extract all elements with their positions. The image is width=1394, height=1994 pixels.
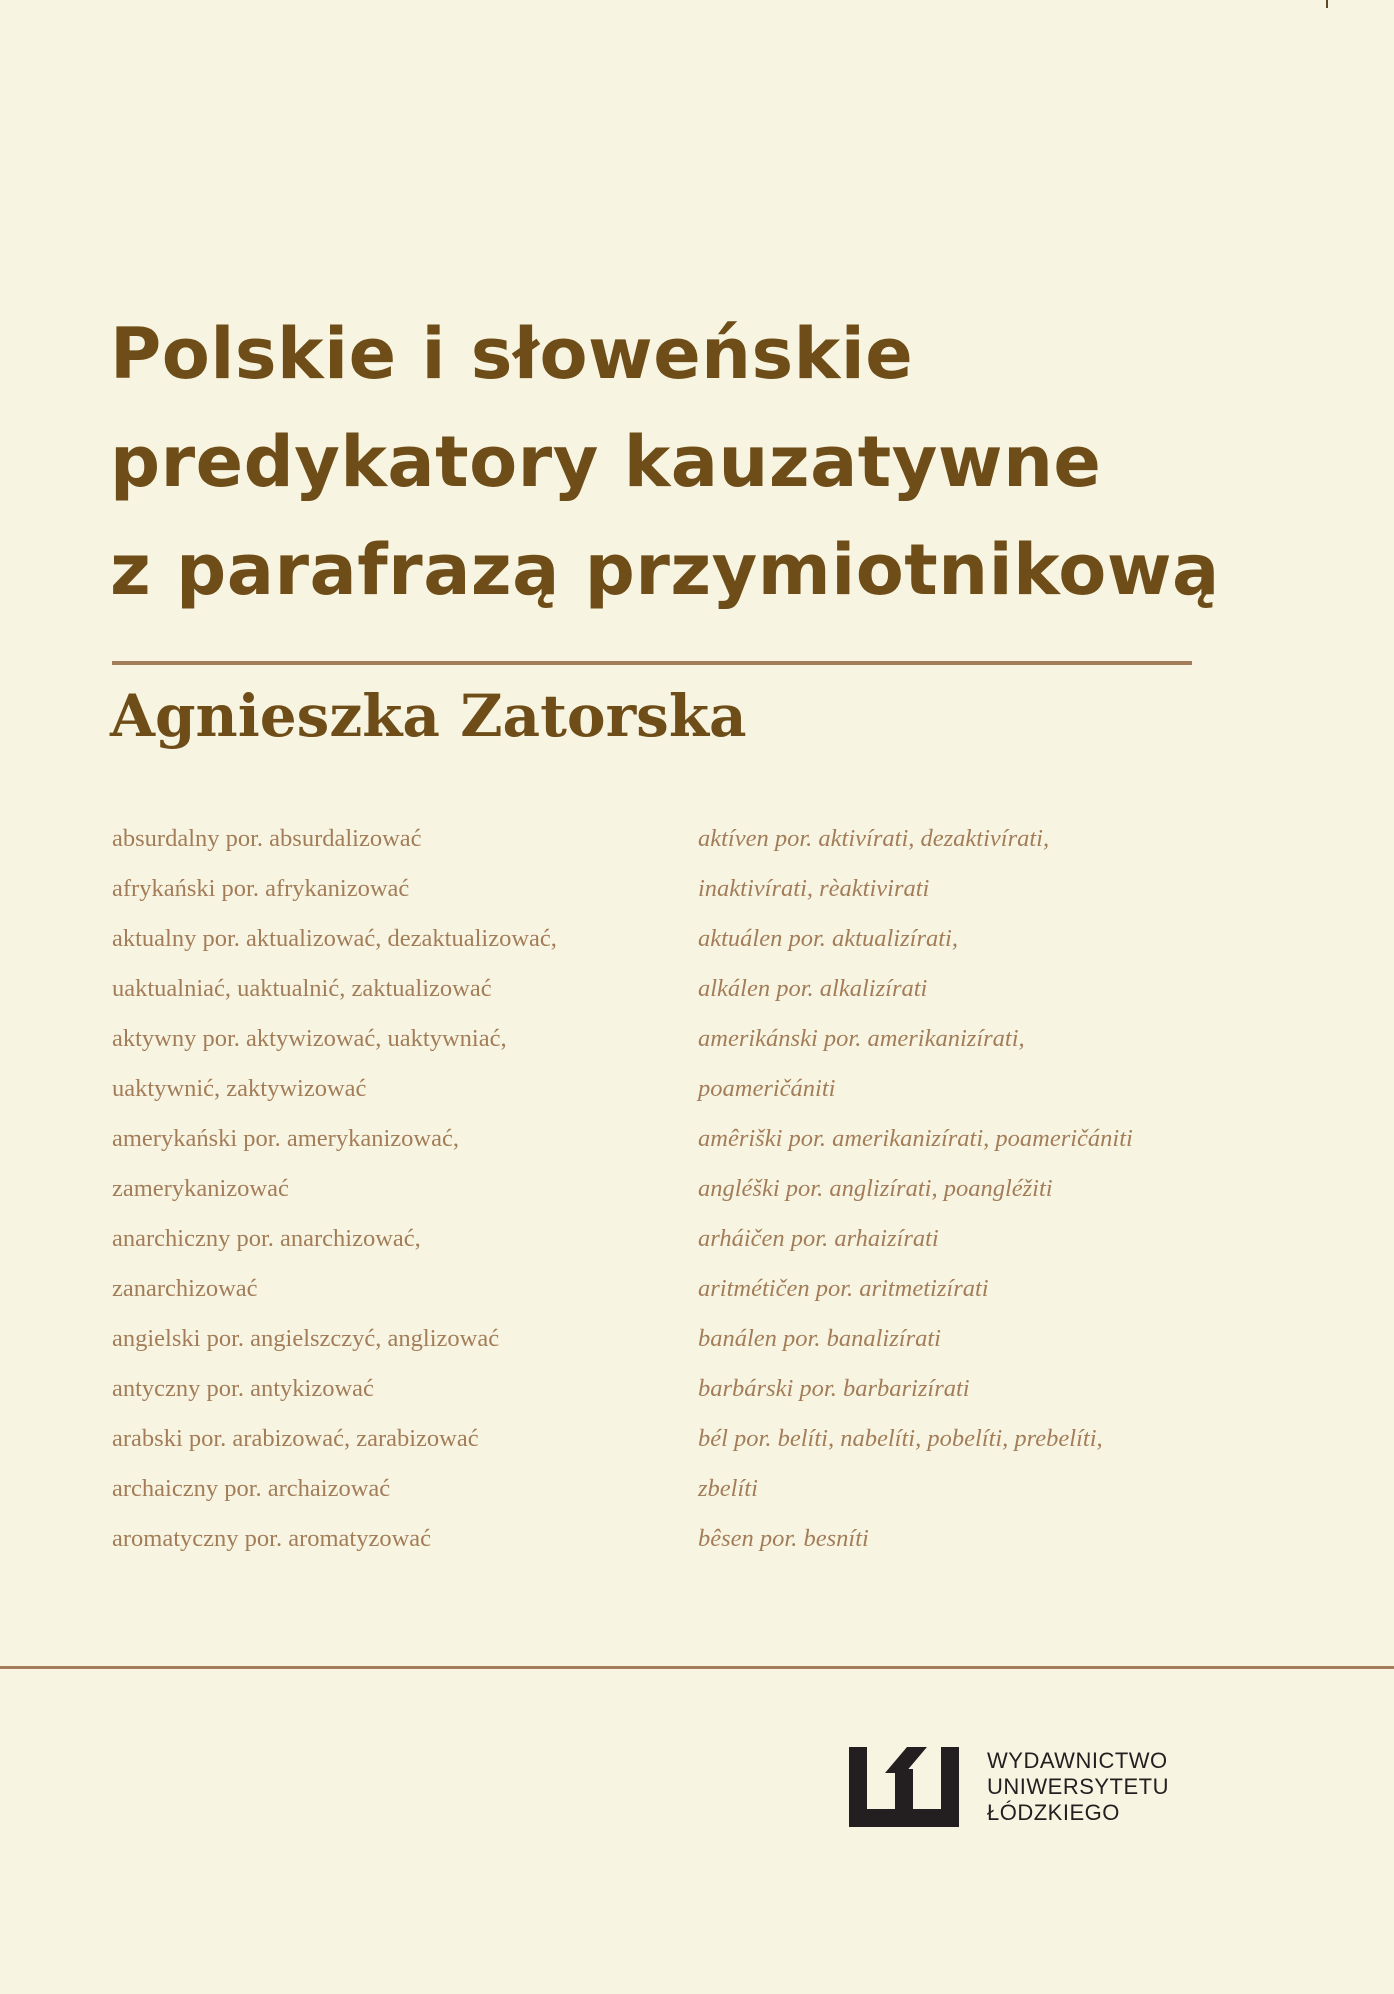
slovene-entry: amerikánski por. amerikanizírati,: [698, 1025, 1025, 1052]
slovene-entry: amêriški por. amerikanizírati, poameričániti: [698, 1125, 1133, 1152]
publisher-name: [987, 1748, 1169, 1826]
publisher-name-line-2: UNIWERSYTETU: [987, 1774, 1169, 1799]
publisher-name-line-1: WYDAWNICTWO: [987, 1748, 1168, 1773]
polish-entry: antyczny por. antykizować: [112, 1375, 374, 1402]
crop-mark: [1326, 0, 1328, 8]
polish-entry: anarchiczny por. anarchizować,: [112, 1225, 421, 1252]
title-line-3: z parafrazą przymiotnikową: [110, 529, 1220, 611]
slovene-entry: inaktivírati, rèaktivirati: [698, 875, 930, 902]
polish-entry: arabski por. arabizować, zarabizować: [112, 1425, 479, 1452]
slovene-entry: alkálen por. alkalizírati: [698, 975, 928, 1002]
polish-entry: aromatyczny por. aromatyzować: [112, 1525, 432, 1552]
slovene-entry: barbárski por. barbarizírati: [698, 1375, 970, 1402]
polish-entries-column: [112, 814, 672, 1564]
polish-entry: angielski por. angielszczyć, anglizować: [112, 1325, 500, 1352]
title-line-1: Polskie i słoweńskie: [110, 313, 914, 395]
polish-entry: zanarchizować: [112, 1275, 258, 1302]
author-name: Agnieszka Zatorska: [110, 682, 747, 750]
polish-entry: aktywny por. aktywizować, uaktywniać,: [112, 1025, 507, 1052]
polish-entry: archaiczny por. archaizować: [112, 1475, 391, 1502]
polish-entry: zamerykanizować: [112, 1175, 289, 1202]
slovene-entry: aktuálen por. aktualizírati,: [698, 925, 958, 952]
slovene-entry: bél por. belíti, nabelíti, pobelíti, prebelíti,: [698, 1425, 1103, 1452]
polish-entry: afrykański por. afrykanizować: [112, 875, 410, 902]
slovene-entry: aritmétičen por. aritmetizírati: [698, 1275, 989, 1302]
polish-entry: amerykański por. amerykanizować,: [112, 1125, 459, 1152]
slovene-entry: banálen por. banalizírati: [698, 1325, 941, 1352]
slovene-entry: poameričániti: [698, 1075, 836, 1102]
slovene-entry: aktíven por. aktivírati, dezaktivírati,: [698, 825, 1050, 852]
polish-entry: aktualny por. aktualizować, dezaktualizować,: [112, 925, 557, 952]
title-divider: [112, 661, 1192, 665]
book-title: [110, 300, 1260, 624]
polish-entry: uaktywnić, zaktywizować: [112, 1075, 367, 1102]
polish-entry: uaktualniać, uaktualnić, zaktualizować: [112, 975, 492, 1002]
wul-logo-icon: [849, 1747, 959, 1827]
polish-entry: absurdalny por. absurdalizować: [112, 825, 422, 852]
title-line-2: predykatory kauzatywne: [110, 421, 1102, 503]
slovene-entry: zbelíti: [698, 1475, 758, 1502]
bottom-divider: [0, 1666, 1394, 1669]
slovene-entry: arháičen por. arhaizírati: [698, 1225, 939, 1252]
slovene-entry: bêsen por. besníti: [698, 1525, 869, 1552]
publisher-block: [849, 1747, 1169, 1827]
slovene-entry: angléški por. anglizírati, poangléžiti: [698, 1175, 1053, 1202]
slovene-entries-column: [698, 814, 1298, 1564]
publisher-name-line-3: ŁÓDZKIEGO: [987, 1800, 1120, 1825]
